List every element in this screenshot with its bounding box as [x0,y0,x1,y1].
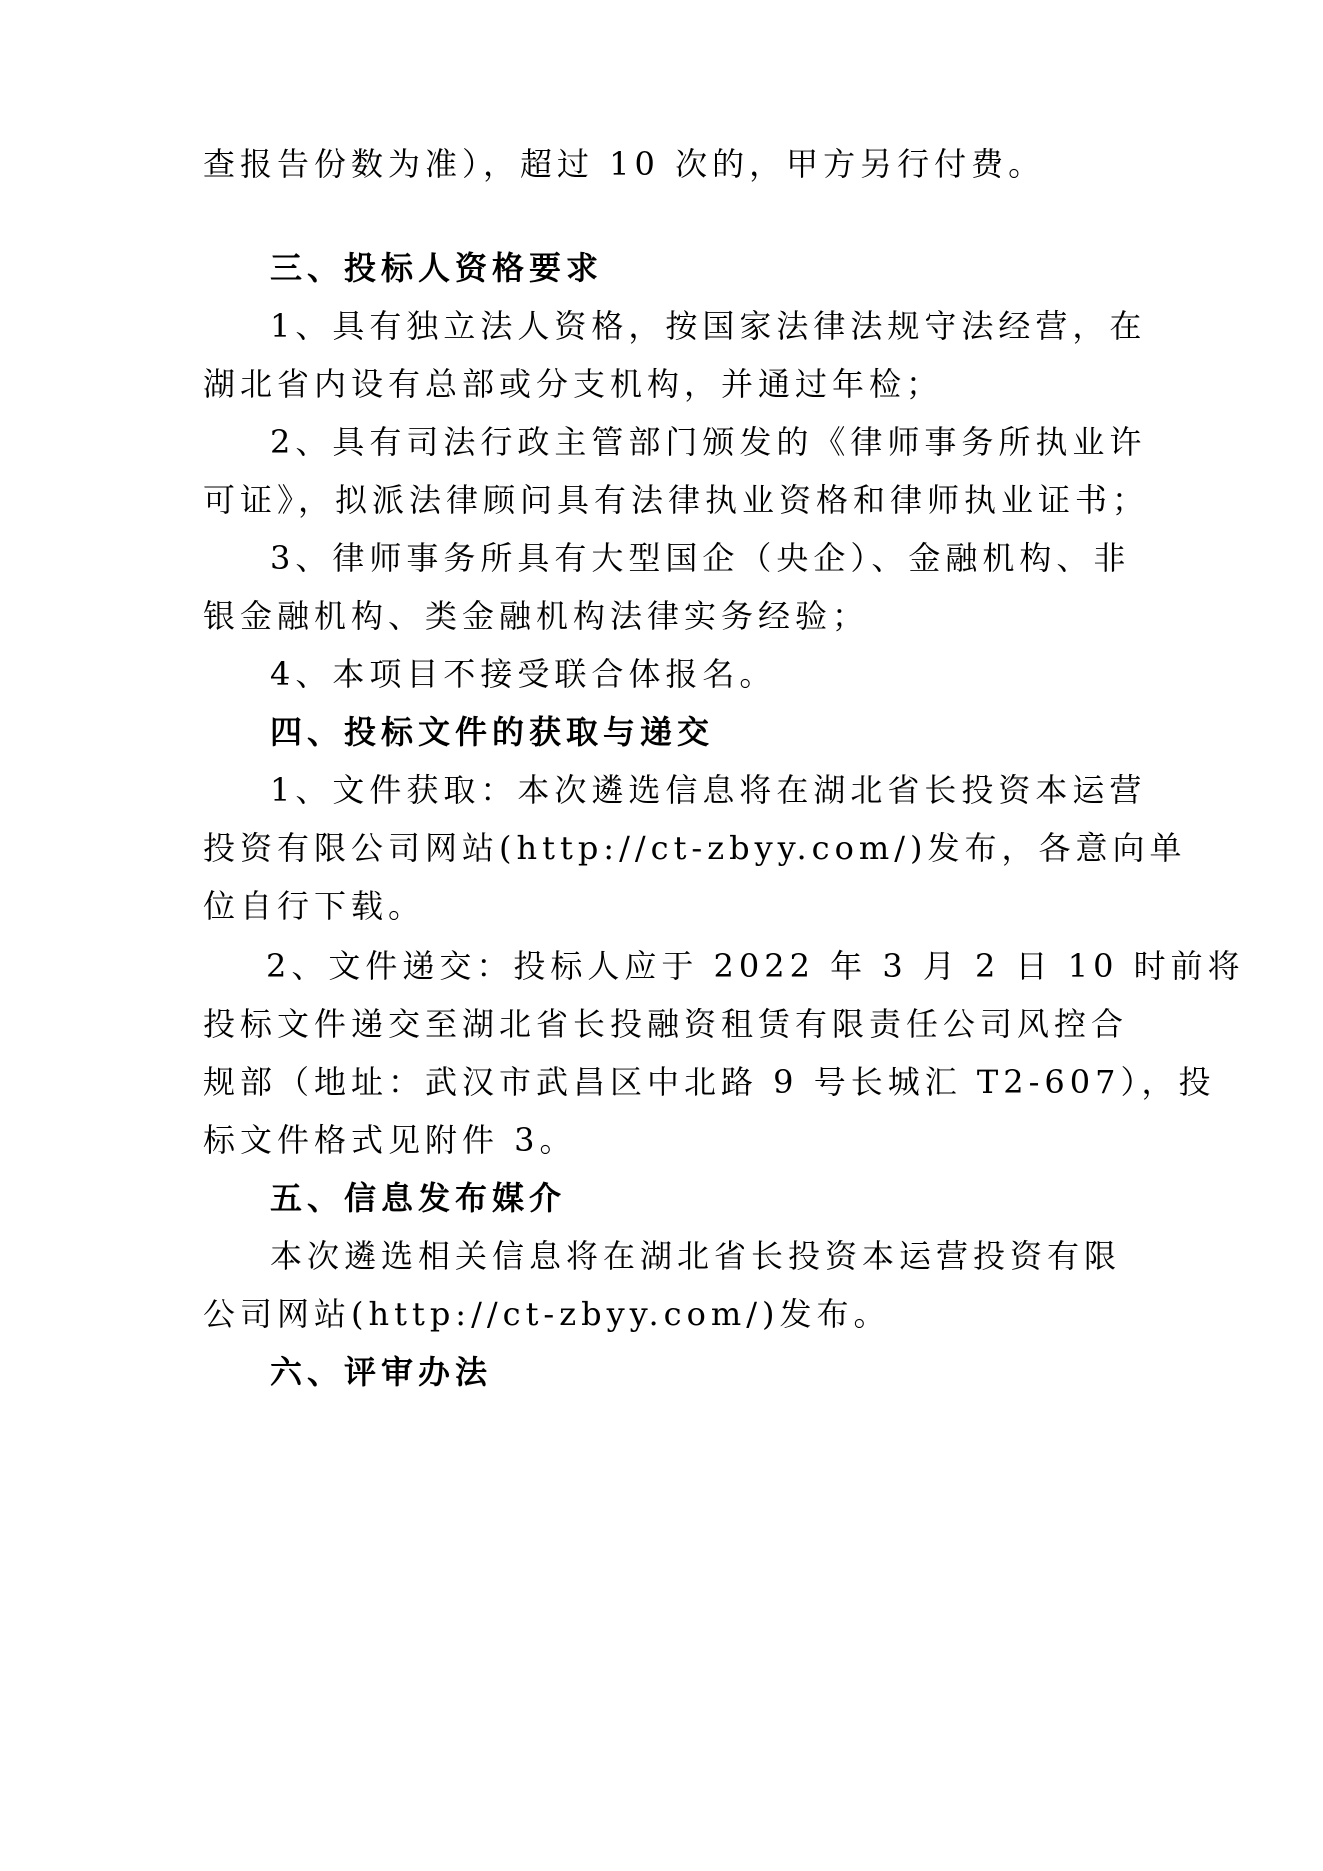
paragraph-line: 1、具有独立法人资格，按国家法律法规守法经营，在 [270,307,1147,345]
paragraph-line: 位自行下载。 [203,887,426,925]
section-heading: 四、投标文件的获取与递交 [270,713,715,751]
section-heading: 五、信息发布媒介 [270,1179,567,1217]
paragraph-line: 2、具有司法行政主管部门颁发的《律师事务所执业许 [270,423,1147,461]
paragraph-line: 可证》，拟派法律顾问具有法律执业资格和律师执业证书； [203,481,1150,519]
paragraph-line: 规部（地址：武汉市武昌区中北路 9 号长城汇 T2-607），投 [203,1063,1216,1101]
paragraph-line: 投标文件递交至湖北省长投融资租赁有限责任公司风控合 [203,1005,1129,1043]
paragraph-line: 湖北省内设有总部或分支机构，并通过年检； [203,365,944,403]
paragraph-line: 2、文件递交：投标人应于 2022 年 3 月 2 日 10 时前将 [266,947,1245,985]
paragraph-line: 1、文件获取：本次遴选信息将在湖北省长投资本运营 [270,771,1147,809]
paragraph-line: 查报告份数为准），超过 10 次的，甲方另行付费。 [203,145,1046,183]
paragraph-line: 3、律师事务所具有大型国企（央企）、金融机构、非 [270,539,1131,577]
paragraph-line: 本次遴选相关信息将在湖北省长投资本运营投资有限 [270,1237,1122,1275]
paragraph-line: 4、本项目不接受联合体报名。 [270,655,777,693]
section-heading: 六、评审办法 [270,1353,493,1391]
paragraph-line: 投资有限公司网站(http://ct-zbyy.com/)发布，各意向单 [203,829,1187,867]
paragraph-line: 公司网站(http://ct-zbyy.com/)发布。 [203,1295,891,1333]
section-heading: 三、投标人资格要求 [270,249,604,287]
paragraph-line: 标文件格式见附件 3。 [203,1121,577,1159]
paragraph-line: 银金融机构、类金融机构法律实务经验； [203,597,870,635]
